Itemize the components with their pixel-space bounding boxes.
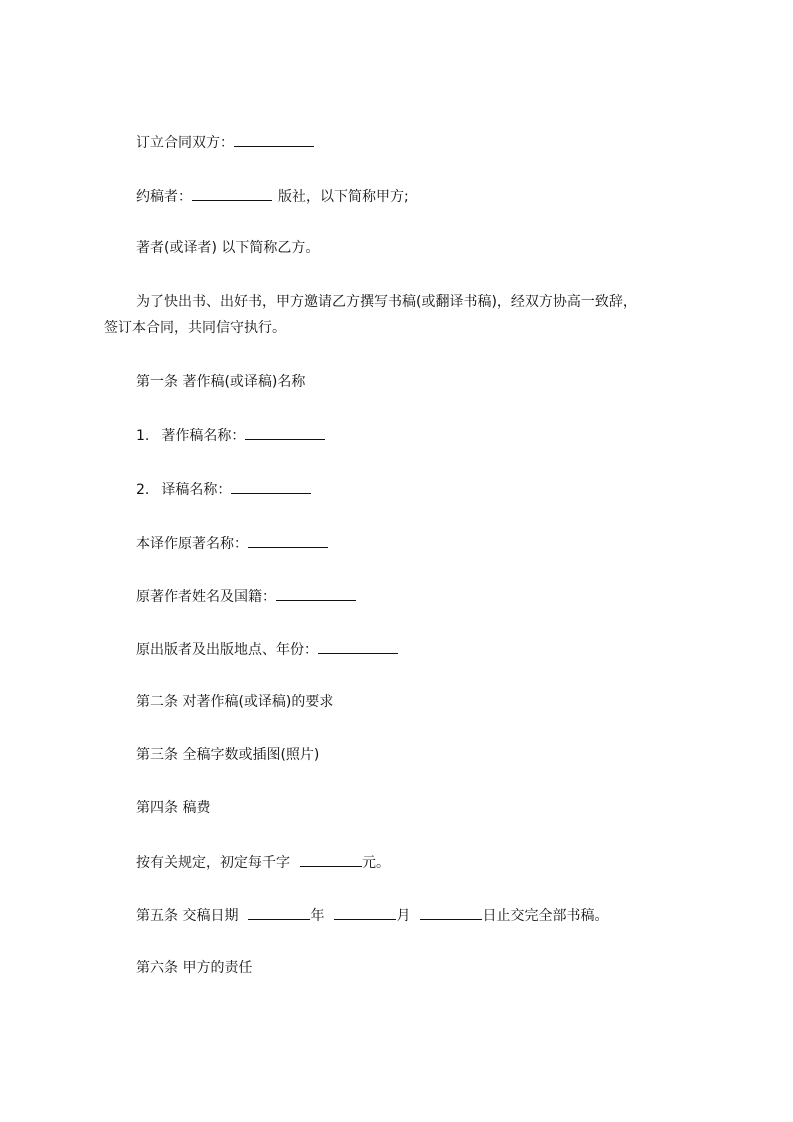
fee-line [136, 852, 390, 873]
parties-line [136, 132, 314, 153]
original-publisher-blank [318, 639, 398, 654]
original-publisher-line [136, 639, 398, 660]
fee-suffix: 元。 [362, 855, 390, 871]
item2-line [136, 479, 311, 500]
item2-label: 译稿名称： [161, 482, 232, 498]
original-author-line [136, 586, 356, 607]
parties-blank [234, 132, 314, 147]
article6-title: 第六条 甲方的责任 [136, 960, 253, 976]
item2-number: 2. [136, 482, 150, 498]
month-label: 月 [396, 908, 411, 924]
commissioner-line [136, 186, 409, 207]
month-blank [334, 905, 396, 920]
original-title-blank [248, 533, 328, 548]
author-line: 著者(或译者) 以下简称乙方。 [136, 240, 320, 256]
item2-blank [231, 479, 311, 494]
original-title-line [136, 533, 328, 554]
day-blank [420, 905, 482, 920]
article4-title: 第四条 稿费 [136, 800, 211, 816]
original-author-label: 原著作者姓名及国籍： [136, 589, 276, 605]
commissioner-suffix: 版社，以下简称甲方; [278, 189, 409, 205]
original-author-blank [276, 586, 356, 601]
article5-prefix: 第五条 交稿日期 [136, 908, 239, 924]
item1-label: 著作稿名称： [161, 428, 246, 444]
commissioner-label: 约稿者： [136, 189, 192, 205]
day-suffix: 日止交完全部书稿。 [482, 908, 609, 924]
year-label: 年 [310, 908, 325, 924]
article5-line [136, 905, 608, 926]
year-blank [248, 905, 310, 920]
original-publisher-label: 原出版者及出版地点、年份： [136, 642, 318, 658]
fee-prefix: 按有关规定，初定每千字 [136, 855, 290, 871]
article1-title: 第一条 著作稿(或译稿)名称 [136, 374, 306, 390]
commissioner-blank [192, 186, 272, 201]
article3-title: 第三条 全稿字数或插图(照片) [136, 747, 320, 763]
item1-number: 1. [136, 428, 150, 444]
intro-line-1: 为了快出书、出好书，甲方邀请乙方撰写书稿(或翻译书稿)，经双方协高一致辞， [136, 294, 637, 310]
parties-label: 订立合同双方： [136, 135, 234, 151]
original-title-label: 本译作原著名称： [136, 536, 248, 552]
item1-line [136, 425, 325, 446]
intro-line-2: 签订本合同，共同信守执行。 [104, 320, 286, 336]
fee-blank [300, 852, 362, 867]
article2-title: 第二条 对著作稿(或译稿)的要求 [136, 694, 334, 710]
item1-blank [245, 425, 325, 440]
